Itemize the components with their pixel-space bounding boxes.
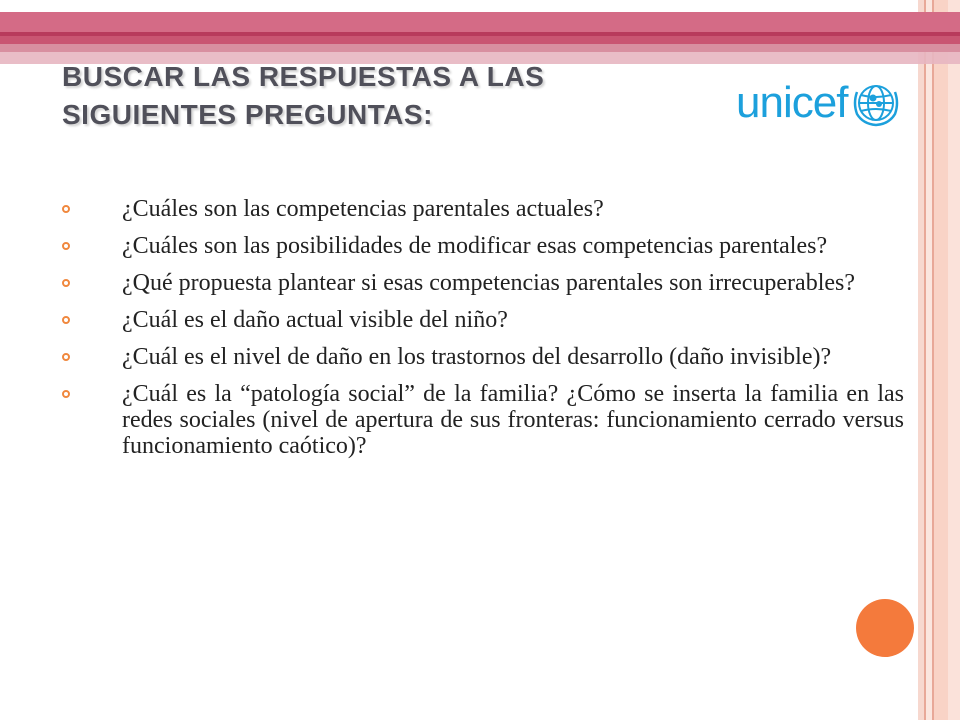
list-item-text: ¿Qué propuesta plantear si esas competencias parentales son irrecuperables? — [122, 270, 856, 296]
list-item — [62, 307, 904, 333]
bullet-icon — [62, 279, 70, 287]
decor-circle — [856, 599, 914, 657]
list-item-text: ¿Cuáles son las posibilidades de modificar esas competencias parentales? — [122, 233, 828, 259]
decor-stripe — [948, 0, 960, 720]
list-item-text: ¿Cuál es el nivel de daño en los trastornos del desarrollo (daño invisible)? — [122, 344, 832, 370]
question-list — [62, 196, 904, 470]
slide-title-line-2: SIGUIENTES PREGUNTAS: — [62, 99, 433, 130]
slide-title — [62, 58, 722, 134]
logo-text: unicef — [736, 78, 848, 127]
slide-title-line-1: BUSCAR LAS RESPUESTAS A LAS — [62, 61, 545, 92]
unicef-emblem-icon — [851, 78, 901, 128]
decor-stripe — [934, 0, 948, 720]
bullet-icon — [62, 353, 70, 361]
list-item — [62, 344, 904, 370]
list-item — [62, 270, 904, 296]
header-band — [0, 12, 960, 32]
list-item — [62, 196, 904, 222]
list-item-text: ¿Cuál es la “patología social” de la familia? ¿Cómo se inserta la familia en las redes sociales (nivel de apertura de sus fronteras: funcionamiento cerrado versus funcionamiento caótico)? — [122, 381, 904, 459]
bullet-icon — [62, 242, 70, 250]
bullet-icon — [62, 390, 70, 398]
header-band — [0, 36, 960, 44]
list-item-text: ¿Cuáles son las competencias parentales actuales? — [122, 196, 604, 222]
list-item — [62, 233, 904, 259]
unicef-logo — [736, 78, 901, 128]
list-item — [62, 381, 904, 459]
bullet-icon — [62, 316, 70, 324]
header-band — [0, 44, 960, 52]
list-item-text: ¿Cuál es el daño actual visible del niño? — [122, 307, 508, 333]
bullet-icon — [62, 205, 70, 213]
